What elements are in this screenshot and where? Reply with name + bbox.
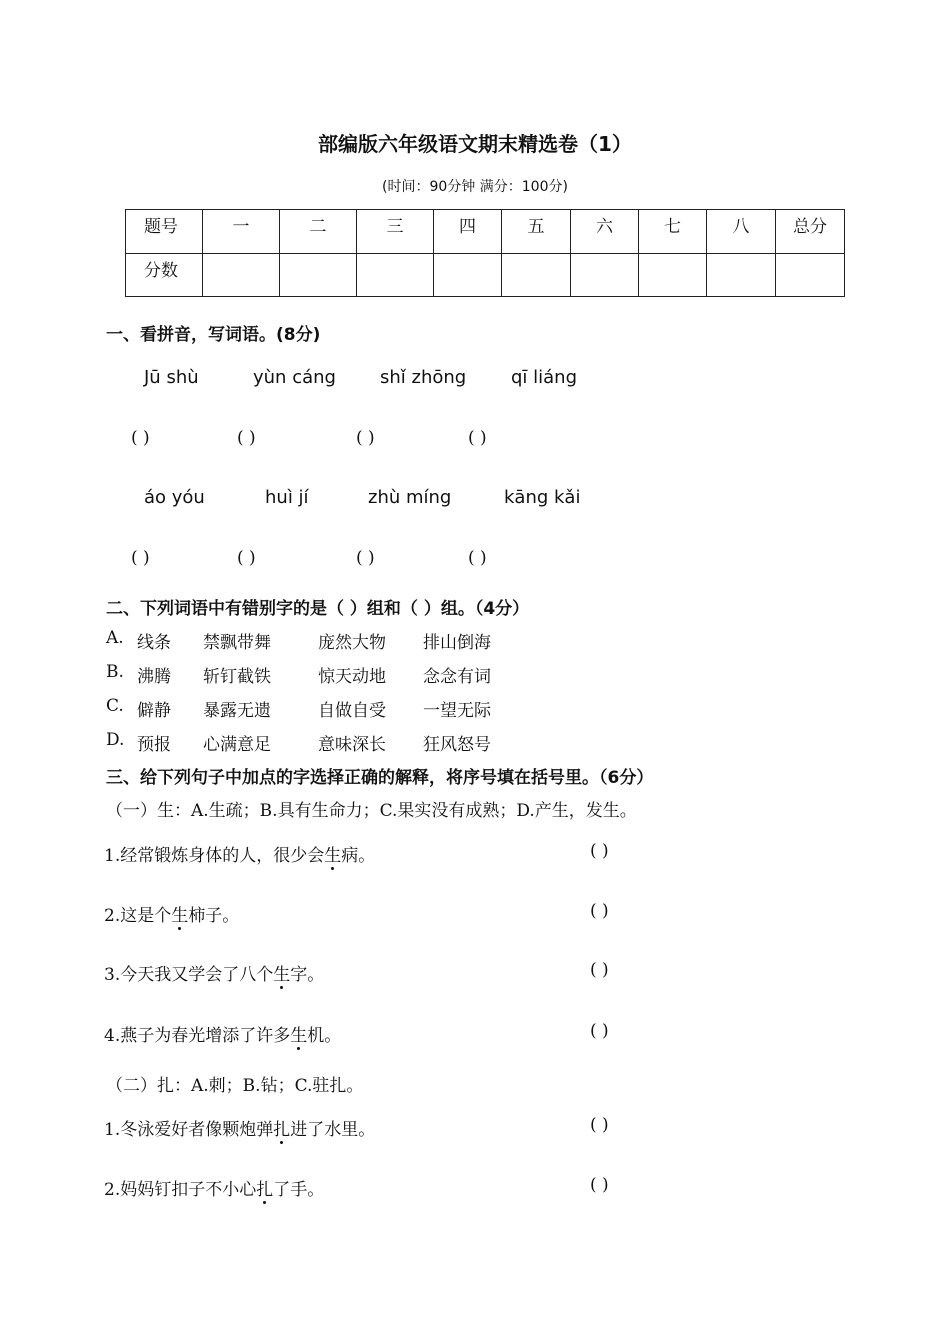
option-word: 预报 <box>137 735 171 755</box>
answer-blank[interactable]: ( ) <box>590 1175 609 1195</box>
score-input-cell[interactable] <box>203 253 280 297</box>
option-word: 心满意足 <box>203 735 271 755</box>
score-header-cell: 八 <box>707 210 776 254</box>
answer-blank[interactable]: ( ) <box>131 428 150 448</box>
option-label: D. <box>106 730 125 750</box>
dotted-char: 扎 <box>273 1120 291 1140</box>
option-word: 念念有词 <box>423 667 491 687</box>
score-input-cell[interactable] <box>357 253 434 297</box>
answer-blank[interactable]: ( ) <box>590 841 609 861</box>
score-table-header-row <box>126 210 845 254</box>
score-input-cell[interactable] <box>280 253 357 297</box>
answer-blank[interactable]: ( ) <box>468 428 487 448</box>
pinyin-item: shǐ zhōng <box>380 367 467 388</box>
score-table <box>125 209 845 297</box>
score-input-cell[interactable] <box>434 253 502 297</box>
section-1-heading: 一、看拼音，写词语。(8分) <box>106 325 321 345</box>
answer-blank[interactable]: ( ) <box>356 428 375 448</box>
score-header-cell: 五 <box>502 210 571 254</box>
pinyin-item: qī liáng <box>511 367 578 388</box>
answer-blank[interactable]: ( ) <box>237 548 256 568</box>
option-label: C. <box>106 696 124 716</box>
score-header-cell: 题号 <box>126 210 203 254</box>
part-1-intro: （一）生：A.生疏；B.具有生命力；C.果实没有成熟；D.产生，发生。 <box>106 801 637 821</box>
score-header-cell: 总分 <box>776 210 845 254</box>
exam-meta: (时间：90分钟 满分：100分) <box>382 179 568 195</box>
option-word: 斩钉截铁 <box>203 667 271 687</box>
answer-blank[interactable]: ( ) <box>237 428 256 448</box>
pinyin-item: Jū shù <box>144 367 199 388</box>
pinyin-item: zhù míng <box>368 487 452 508</box>
score-input-cell[interactable] <box>502 253 571 297</box>
score-header-cell: 一 <box>203 210 280 254</box>
option-word: 狂风怒号 <box>423 735 491 755</box>
question-item: 2.这是个生柿子。 <box>104 906 240 926</box>
option-word: 线条 <box>137 633 171 653</box>
option-label: B. <box>106 662 124 682</box>
answer-blank[interactable]: ( ) <box>590 1021 609 1041</box>
question-item: 4.燕子为春光增添了许多生机。 <box>104 1026 342 1046</box>
answer-blank[interactable]: ( ) <box>590 901 609 921</box>
option-word: 意味深长 <box>318 735 386 755</box>
page-title: 部编版六年级语文期末精选卷（1） <box>318 132 632 156</box>
option-word: 自做自受 <box>318 701 386 721</box>
option-word: 一望无际 <box>423 701 491 721</box>
question-item: 1.经常锻炼身体的人，很少会生病。 <box>104 846 376 866</box>
score-header-cell: 二 <box>280 210 357 254</box>
section-2-heading: 二、下列词语中有错别字的是（ ）组和（ ）组。（4分） <box>106 599 530 619</box>
answer-blank[interactable]: ( ) <box>468 548 487 568</box>
dotted-char: 生 <box>290 1026 308 1046</box>
option-word: 排山倒海 <box>423 633 491 653</box>
section-3-heading: 三、给下列句子中加点的字选择正确的解释，将序号填在括号里。（6分） <box>106 768 654 788</box>
score-row-label: 分数 <box>126 253 203 297</box>
pinyin-item: kāng kǎi <box>504 487 581 508</box>
pinyin-item: yùn cáng <box>253 367 336 388</box>
score-header-cell: 四 <box>434 210 502 254</box>
option-word: 沸腾 <box>137 667 171 687</box>
part-2-intro: （二）扎：A.刺；B.钻；C.驻扎。 <box>106 1076 364 1096</box>
option-word: 禁飘带舞 <box>203 633 271 653</box>
score-input-cell[interactable] <box>776 253 845 297</box>
question-item: 3.今天我又学会了八个生字。 <box>104 965 325 985</box>
answer-blank[interactable]: ( ) <box>590 1115 609 1135</box>
pinyin-item: áo yóu <box>144 487 205 508</box>
question-item: 2.妈妈钉扣子不小心扎了手。 <box>104 1180 325 1200</box>
score-header-cell: 六 <box>571 210 639 254</box>
option-word: 庞然大物 <box>318 633 386 653</box>
option-word: 暴露无遗 <box>203 701 271 721</box>
score-header-cell: 三 <box>357 210 434 254</box>
option-word: 惊天动地 <box>318 667 386 687</box>
score-header-cell: 七 <box>639 210 707 254</box>
option-word: 僻静 <box>137 701 171 721</box>
score-table-score-row <box>126 253 845 297</box>
option-label: A. <box>106 628 124 648</box>
score-input-cell[interactable] <box>707 253 776 297</box>
answer-blank[interactable]: ( ) <box>590 960 609 980</box>
score-input-cell[interactable] <box>571 253 639 297</box>
dotted-char: 扎 <box>256 1180 274 1200</box>
answer-blank[interactable]: ( ) <box>131 548 150 568</box>
answer-blank[interactable]: ( ) <box>356 548 375 568</box>
pinyin-item: huì jí <box>265 487 309 508</box>
question-item: 1.冬泳爱好者像颗炮弹扎进了水里。 <box>104 1120 376 1140</box>
score-input-cell[interactable] <box>639 253 707 297</box>
dotted-char: 生 <box>171 906 189 926</box>
dotted-char: 生 <box>324 846 342 866</box>
dotted-char: 生 <box>273 965 291 985</box>
